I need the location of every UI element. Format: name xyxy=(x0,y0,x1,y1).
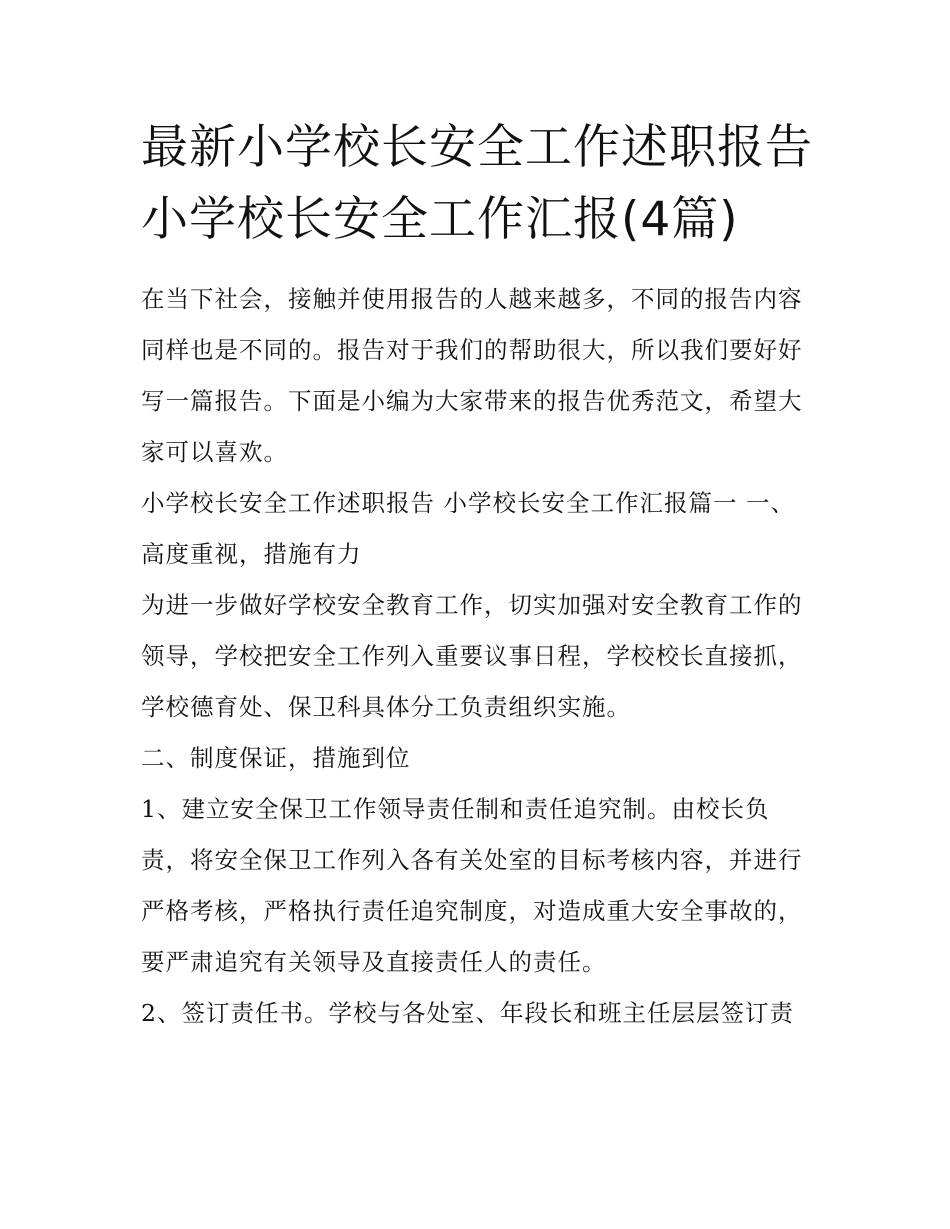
document-page xyxy=(141,112,813,1039)
section-heading-part-two: 二、制度保证，措施到位 xyxy=(141,744,411,772)
section-heading-part-one: 小学校长安全工作述职报告 小学校长安全工作汇报篇一 一、高度重视，措施有力 xyxy=(141,489,795,568)
list-item-2: 2、签订责任书。学校与各处室、年段长和班主任层层签订责 xyxy=(141,999,794,1027)
document-title: 最新小学校长安全工作述职报告 小学校长安全工作汇报(4篇) xyxy=(141,120,813,247)
list-item-1: 1、建立安全保卫工作领导责任制和责任追究制。由校长负责，将安全保卫工作列入各有关处室的目标考核内容，并进行严格考核，严格执行责任追究制度，对造成重大安全事故的，要严肃追究有关领导及直接责任人的责任。 xyxy=(141,795,803,976)
intro-paragraph: 在当下社会，接触并使用报告的人越来越多，不同的报告内容同样也是不同的。报告对于我们的帮助很大，所以我们要好好写一篇报告。下面是小编为大家带来的报告优秀范文，希望大家可以喜欢。 xyxy=(141,285,803,466)
body-paragraph: 为进一步做好学校安全教育工作，切实加强对安全教育工作的领导，学校把安全工作列入重要议事日程，学校校长直接抓，学校德育处、保卫科具体分工负责组织实施。 xyxy=(141,591,803,721)
